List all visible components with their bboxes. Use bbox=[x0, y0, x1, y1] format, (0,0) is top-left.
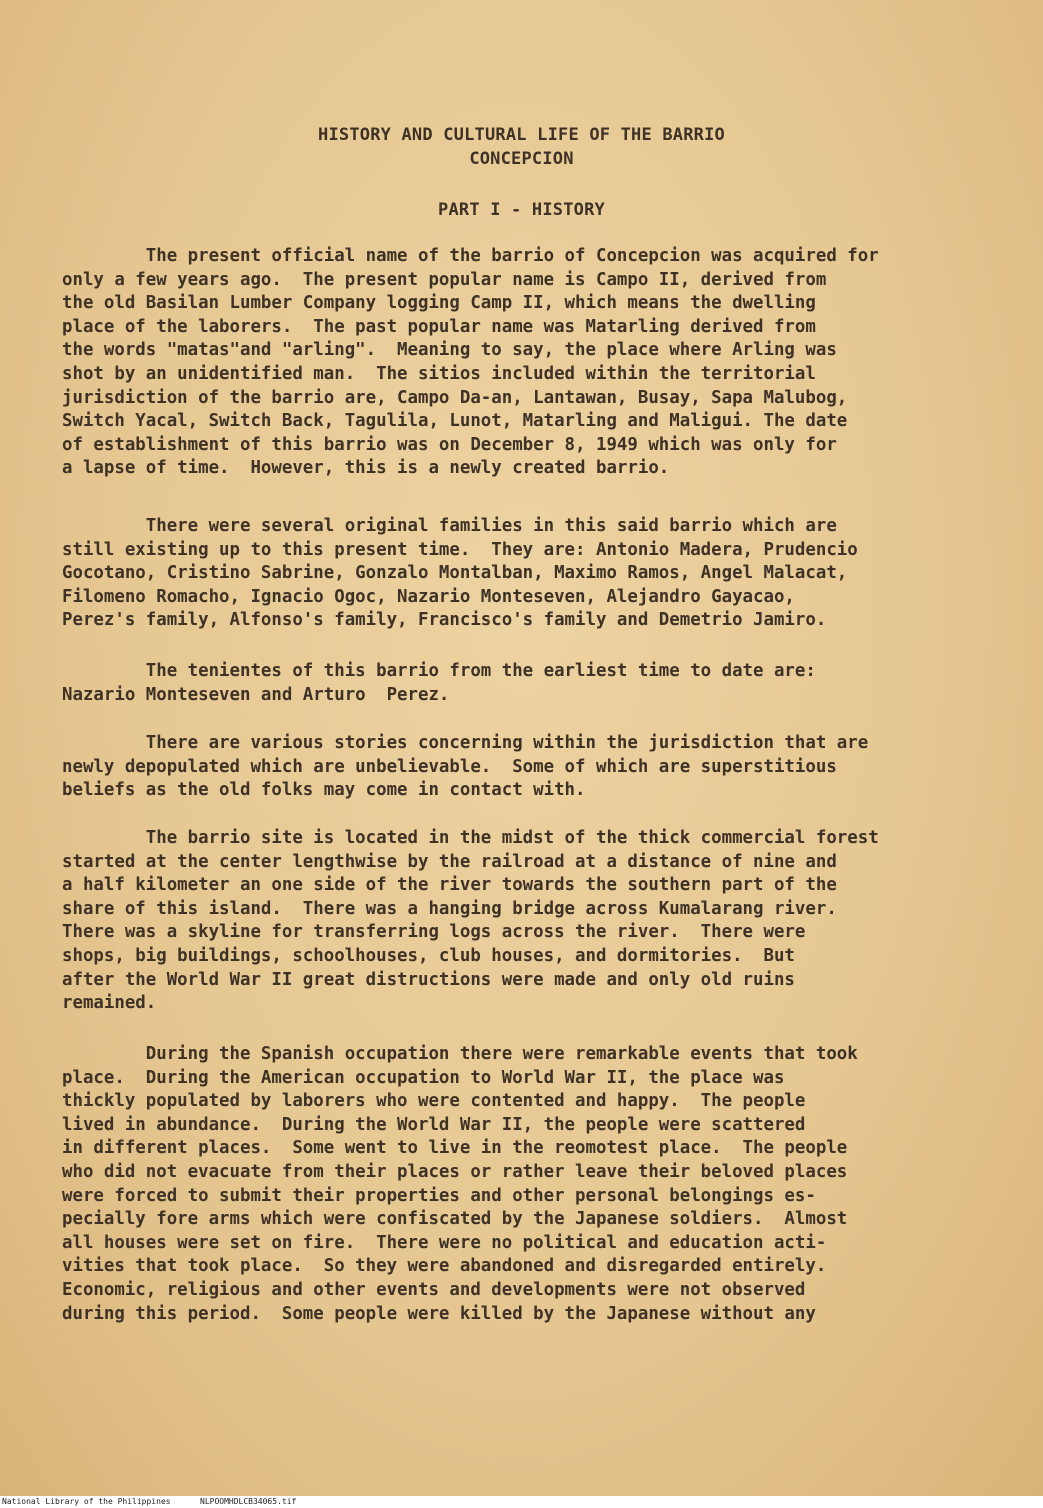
section-heading: PART I - HISTORY bbox=[438, 200, 605, 220]
footer-filename: NLPOOMHDLCB34065.tif bbox=[200, 1497, 297, 1506]
paragraph-barrio-site: The barrio site is located in the midst of the thick commercial forest started at the center lengthwise by the railroad at a distance of nine and a half kilometer an one side of the river towards the southern part of the share of this island. There was a hanging bridge across Kumalarang river. There was a skyline for transferring logs across the river. There were shops, big buildings, schoolhouses, club houses, and dormitories. But after the World War II great distructions were made and only old ruins remained. bbox=[62, 828, 879, 1014]
document-title-line-2: CONCEPCION bbox=[469, 149, 574, 169]
paragraph-original-families: There were several original families in this said barrio which are still existing up to this present time. They are: Antonio Madera, Prudencio Gocotano, Cristino Sabrine, Gonzalo Montalban, Maximo Ramos, Angel Malacat, Filomeno Romacho, Ignacio Ogoc, Nazario Monteseven, Alejandro Gayacao, Perez's family, Alfonso's family, Francisco's family and Demetrio Jamiro. bbox=[62, 516, 858, 631]
paragraph-origin-of-name: The present official name of the barrio of Concepcion was acquired for only a few years ago. The present popular name is Campo II, derived from the old Basilan Lumber Company logging Camp II, which means the dwelling place of the laborers. The past popular name was Matarling derived from the words "matas"and "arling". Meaning to say, the place where Arling was shot by an unidentified man. The sitios included within the territorial jurisdiction of the barrio are, Campo Da-an, Lantawan, Busay, Sapa Malubog, Switch Yacal, Switch Back, Tagulila, Lunot, Matarling and Maligui. The date of establishment of this barrio was on December 8, 1949 which was only for a lapse of time. However, this is a newly created barrio. bbox=[62, 246, 879, 479]
scan-footer bbox=[0, 1496, 1043, 1508]
paragraph-tenientes: The tenientes of this barrio from the earliest time to date are: Nazario Monteseven and Arturo Perez. bbox=[62, 661, 816, 705]
footer-library-name: National Library of the Philippines bbox=[2, 1497, 171, 1506]
paragraph-war-history: During the Spanish occupation there were remarkable events that took place. During the American occupation to World War II, the place was thickly populated by laborers who were contented and happy. The people lived in abundance. During the World War II, the people were scattered in different places. Some went to live in the reomotest place. The people who did not evacuate from their places or rather leave their beloved places were forced to submit their properties and other personal belongings es- pecially fore arms which were confiscated by the Japanese soldiers. Almost all houses were set on fire. There were no political and education acti- vities that took place. So they were abandoned and disregarded entirely. Economic, religious and other events and developments were not observed during this period. Some people were killed by the Japanese without any bbox=[62, 1044, 858, 1324]
paragraph-stories: There are various stories concerning within the jurisdiction that are newly depopulated which are unbelievable. Some of which are superstitious beliefs as the old folks may come in contact with. bbox=[62, 733, 869, 801]
document-title-line-1: HISTORY AND CULTURAL LIFE OF THE BARRIO bbox=[318, 125, 725, 145]
